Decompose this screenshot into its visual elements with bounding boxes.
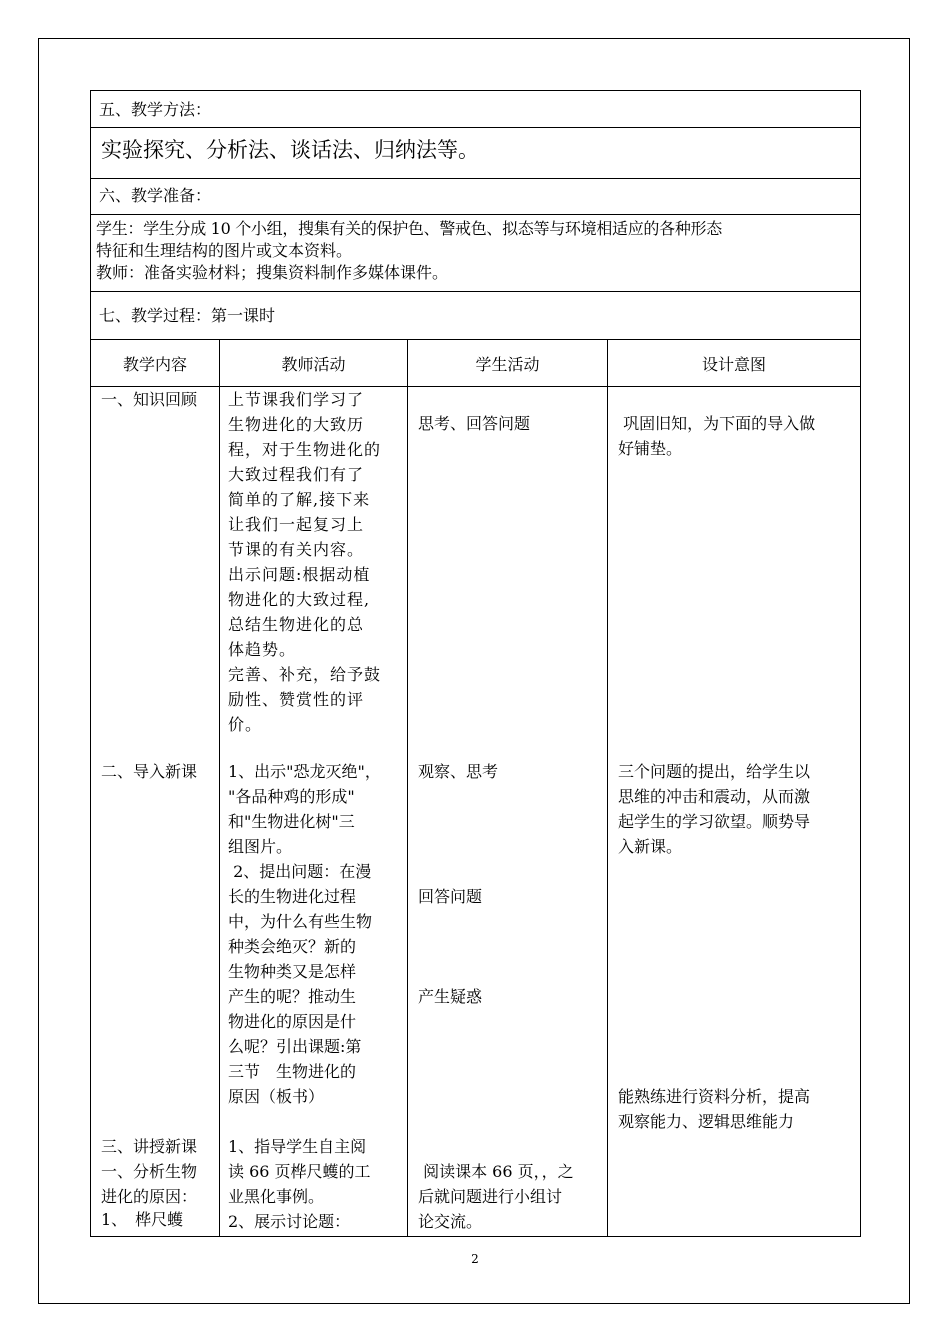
content-intro: 二、导入新课 [101,762,198,781]
teacher-review-line: 上节课我们学习了 [228,390,365,409]
content-analysis: 一、分析生物 [101,1162,198,1181]
method-title-row [90,90,861,128]
prep-title-row [90,179,861,215]
teacher-intro-line: 生物种类又是怎样 [228,962,357,981]
teacher-review-line: 生物进化的大致历 [228,415,365,434]
content-moth: 1、 桦尺蠖 [101,1210,184,1229]
header-student: 学生活动 [408,340,608,386]
design-intro-line: 三个问题的提出，给学生以 [618,762,811,781]
design-teach-line: 观察能力、逻辑思维能力 [618,1112,795,1131]
content-review: 一、知识回顾 [101,390,198,409]
design-intro-line: 入新课。 [618,837,683,856]
prep-text [91,215,860,284]
teacher-intro-line: "各品种鸡的形成" [228,787,355,806]
content-column [91,387,220,1236]
teacher-teach-line: 1、指导学生自主阅 [228,1137,367,1156]
process-title-row [90,292,861,340]
table-body-row [90,387,861,1237]
prep-teacher-line: 教师：准备实验材料；搜集资料制作多媒体课件。 [96,263,449,282]
design-review [618,411,815,461]
student-read-line: 后就问题进行小组讨 [418,1187,563,1206]
design-column [608,387,860,1236]
teacher-review-line: 体趋势。 [228,640,297,659]
teacher-review-line: 完善、补充，给予鼓 [228,665,382,684]
teacher-review-line: 励性、赞赏性的评 [228,690,365,709]
header-design: 设计意图 [701,355,766,374]
teacher-intro-line: 1、出示"恐龙灭绝"， [228,762,381,781]
student-read-line: 阅读课本 66 页，，之 [418,1162,574,1181]
design-teach [618,1084,810,1134]
teacher-teach-line: 业黑化事例。 [228,1187,325,1206]
design-teach-line: 能熟练进行资料分析，提高 [618,1087,811,1106]
teacher-review-line: 节课的有关内容。 [228,540,365,559]
teacher-review-line: 程，对于生物进化的 [228,440,382,459]
design-intro [618,759,810,859]
design-review-line: 好铺垫。 [618,439,683,458]
lesson-table [90,90,861,1237]
teacher-intro-line: 长的生物进化过程 [228,887,357,906]
student-read [418,1159,574,1234]
prep-student-line-1: 学生：学生分成 10 个小组，搜集有关的保护色、警戒色、拟态等与环境相适应的各种形态 [96,219,722,238]
teacher-intro-line: 组图片。 [228,837,293,856]
content-reasons: 进化的原因： [101,1187,198,1206]
method-text-row [90,128,861,179]
process-title: 七、教学过程：第一课时 [99,306,276,325]
teacher-column [220,387,408,1236]
teacher-intro-line: 和"生物进化树"三 [228,812,355,831]
teacher-intro [228,759,381,1109]
header-teacher: 教师活动 [220,340,408,386]
teacher-intro-line: 么呢？引出课题:第 [228,1037,362,1056]
design-review-line: 巩固旧知，为下面的导入做 [618,414,816,433]
student-answer: 思考、回答问题 [418,414,531,433]
content-teach: 三、讲授新课 [101,1137,198,1156]
teacher-teach [228,1134,371,1234]
teacher-intro-line: 产生的呢？推动生 [228,987,357,1006]
table-header-row [90,340,861,387]
teacher-review-line: 出示问题:根据动植 [228,565,371,584]
teacher-review-line: 物进化的大致过程, [228,590,371,609]
teacher-teach-line: 2、展示讨论题： [228,1212,351,1231]
page-number: 2 [471,1252,479,1266]
student-read-line: 论交流。 [418,1212,483,1231]
teacher-intro-line: 三节 生物进化的 [228,1062,357,1081]
teacher-intro-line: 原因（板书） [228,1087,325,1106]
student-reply: 回答问题 [418,887,483,906]
method-text: 实验探究、分析法、谈话法、归纳法等。 [101,138,479,162]
teacher-intro-line: 种类会绝灭？新的 [228,937,357,956]
prep-student-line-2: 特征和生理结构的图片或文本资料。 [96,241,353,260]
design-intro-line: 起学生的学习欲望。顺势导 [618,812,811,831]
header-content: 教学内容 [91,340,220,386]
teacher-intro-line: 中，为什么有些生物 [228,912,373,931]
student-doubt: 产生疑惑 [418,987,483,1006]
teacher-review-line: 总结生物进化的总 [228,615,365,634]
student-column [408,387,608,1236]
teacher-review-line: 简单的了解,接下来 [228,490,371,509]
teacher-review-line: 大致过程我们有了 [228,465,365,484]
teacher-intro-line: 2、提出问题：在漫 [228,862,372,881]
teacher-review [228,387,381,737]
student-observe: 观察、思考 [418,762,499,781]
method-title: 五、教学方法： [99,100,212,119]
teacher-review-line: 让我们一起复习上 [228,515,365,534]
prep-text-row [90,215,861,292]
teacher-teach-line: 读 66 页桦尺蠖的工 [228,1162,371,1181]
teacher-intro-line: 物进化的原因是什 [228,1012,357,1031]
design-intro-line: 思维的冲击和震动，从而激 [618,787,811,806]
teacher-review-line: 价。 [228,715,263,734]
prep-title: 六、教学准备： [99,186,212,205]
